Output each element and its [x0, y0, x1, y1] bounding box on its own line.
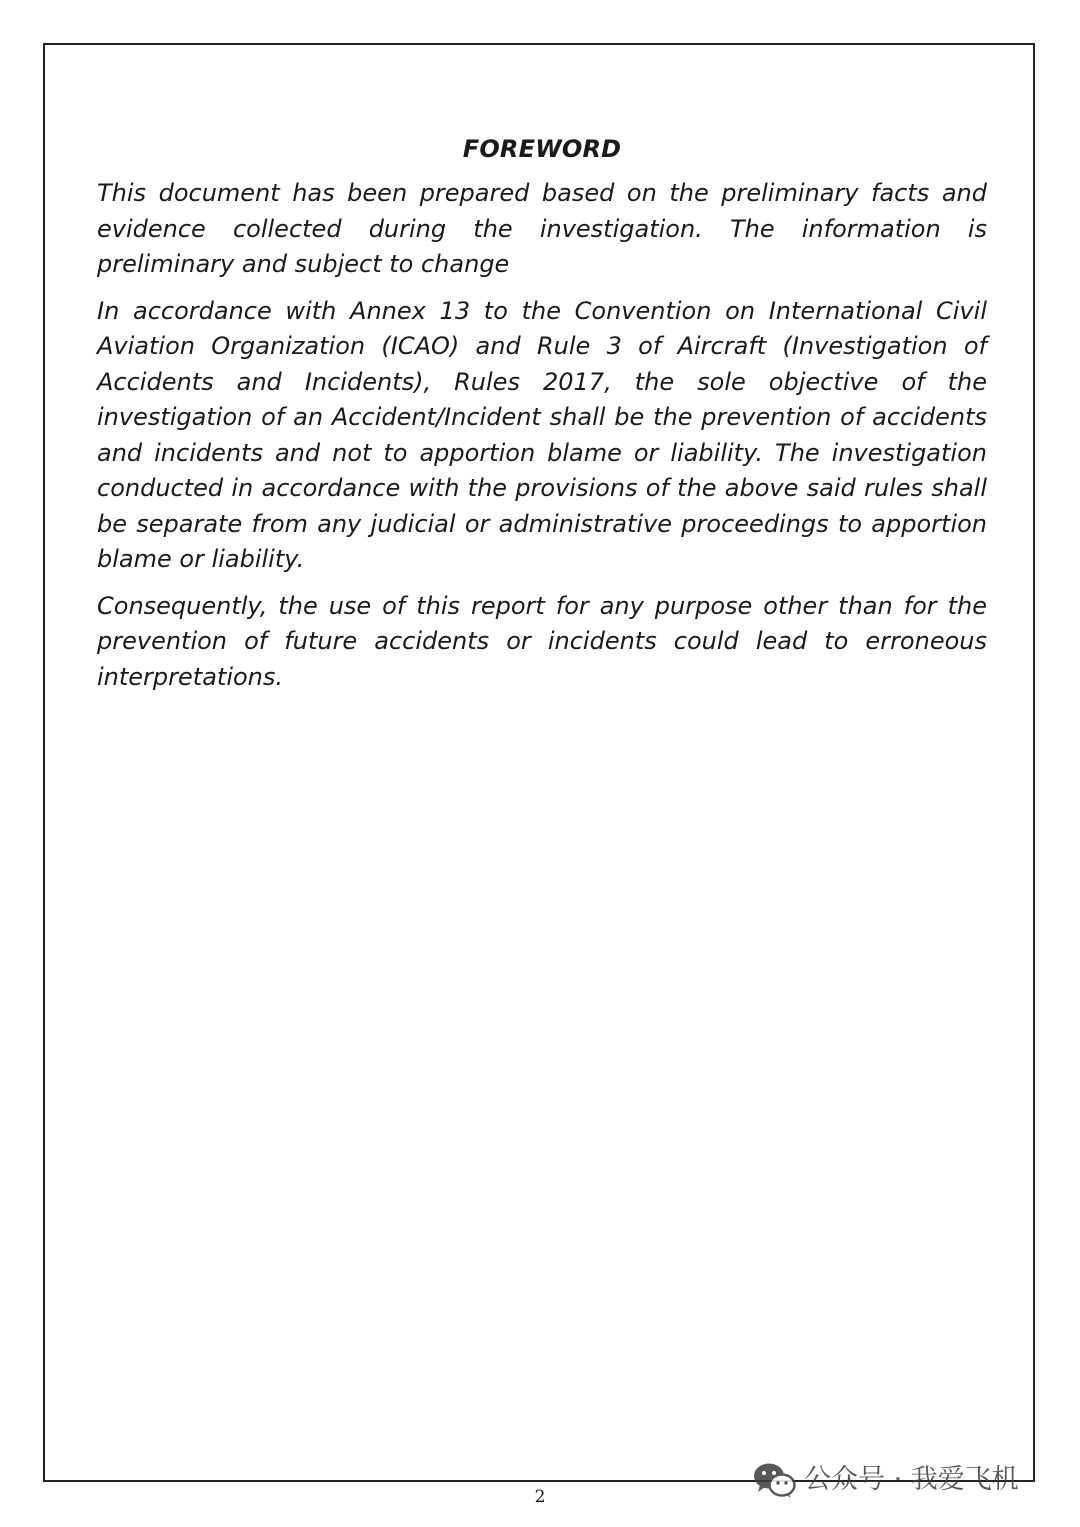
- paragraph-icao-annex-13: In accordance with Annex 13 to the Convention on International Civil Aviation Organization (ICAO) and Rule 3 of Aircraft (Investigation of Accidents and Incidents), Rules 2017, the sole objective of the investigation of an Accident/Incident shall be the prevention of accidents and incidents and not to apportion blame or liability. The investigation conducted in accordance with the provisions of the above said rules shall be separate from any judicial or administrative proceedings to apportion blame or liability.: [97, 296, 987, 573]
- page-number: 2: [534, 1487, 546, 1507]
- foreword-section: [97, 132, 987, 706]
- paragraph-usage-warning: Consequently, the use of this report for any purpose other than for the prevention of future accidents or incidents could lead to erroneous interpretations.: [97, 591, 987, 691]
- foreword-title: FOREWORD: [462, 135, 622, 163]
- paragraph-preliminary-notice: This document has been prepared based on the preliminary facts and evidence collected during the investigation. The information is preliminary and subject to change: [97, 179, 987, 278]
- watermark-text: 公众号 · 我爱飞机: [804, 1464, 1019, 1495]
- wechat-watermark: [752, 1458, 1019, 1502]
- wechat-icon: [752, 1461, 796, 1499]
